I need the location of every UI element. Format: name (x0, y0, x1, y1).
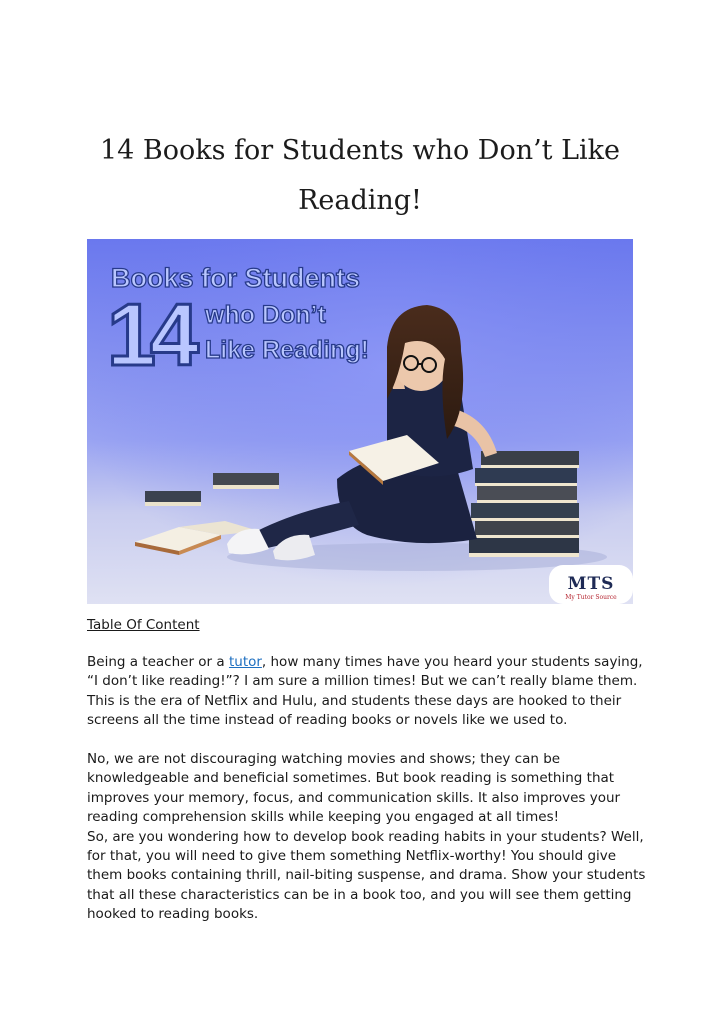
logo-caption: My Tutor Source (565, 594, 617, 601)
book-stack (469, 451, 579, 557)
logo-mark: MTS (567, 574, 615, 594)
intro-text-before: Being a teacher or a (87, 654, 229, 670)
logo-badge (549, 565, 633, 604)
paragraph-three: So, are you wondering how to develop book reading habits in your students? Well, for that, you will need to give them something Netflix-worthy! You should give them books containing thrill, nail-biting suspense, and drama. Show your students that all these characteristics can be in a book too, and you will see them getting hooked to reading books. (87, 828, 646, 923)
hero-heading-line3: Like Reading! (205, 336, 369, 364)
article-title: 14 Books for Students who Don’t Like Reading! (99, 135, 621, 216)
tutor-link[interactable]: tutor (228, 654, 262, 670)
hero-image (87, 239, 633, 604)
hero-heading-line2: who Don’t (205, 301, 326, 329)
intro-text-after: , how many times have you heard your students saying, “I don’t like reading!”? I am sure a million times! But we can’t really blame them. This is the era of Netflix and Hulu, and students these days are hooked to their screens all the time instead of reading books or novels like we used to. (87, 654, 643, 729)
hero-heading-line1: Books for Students (111, 263, 361, 293)
hero-number: 14 (107, 285, 193, 384)
book-small-left (145, 491, 201, 506)
book-small-mid (213, 473, 279, 489)
body-block (87, 750, 647, 925)
paragraph-two: No, we are not discouraging watching movies and shows; they can be knowledgeable and beneficial sometimes. But book reading is something that improves your memory, focus, and communication skills. It also improves your reading comprehension skills while keeping you engaged at all times! (87, 751, 621, 826)
intro-paragraph (87, 653, 647, 731)
table-of-content-link[interactable]: Table Of Content (87, 617, 200, 633)
